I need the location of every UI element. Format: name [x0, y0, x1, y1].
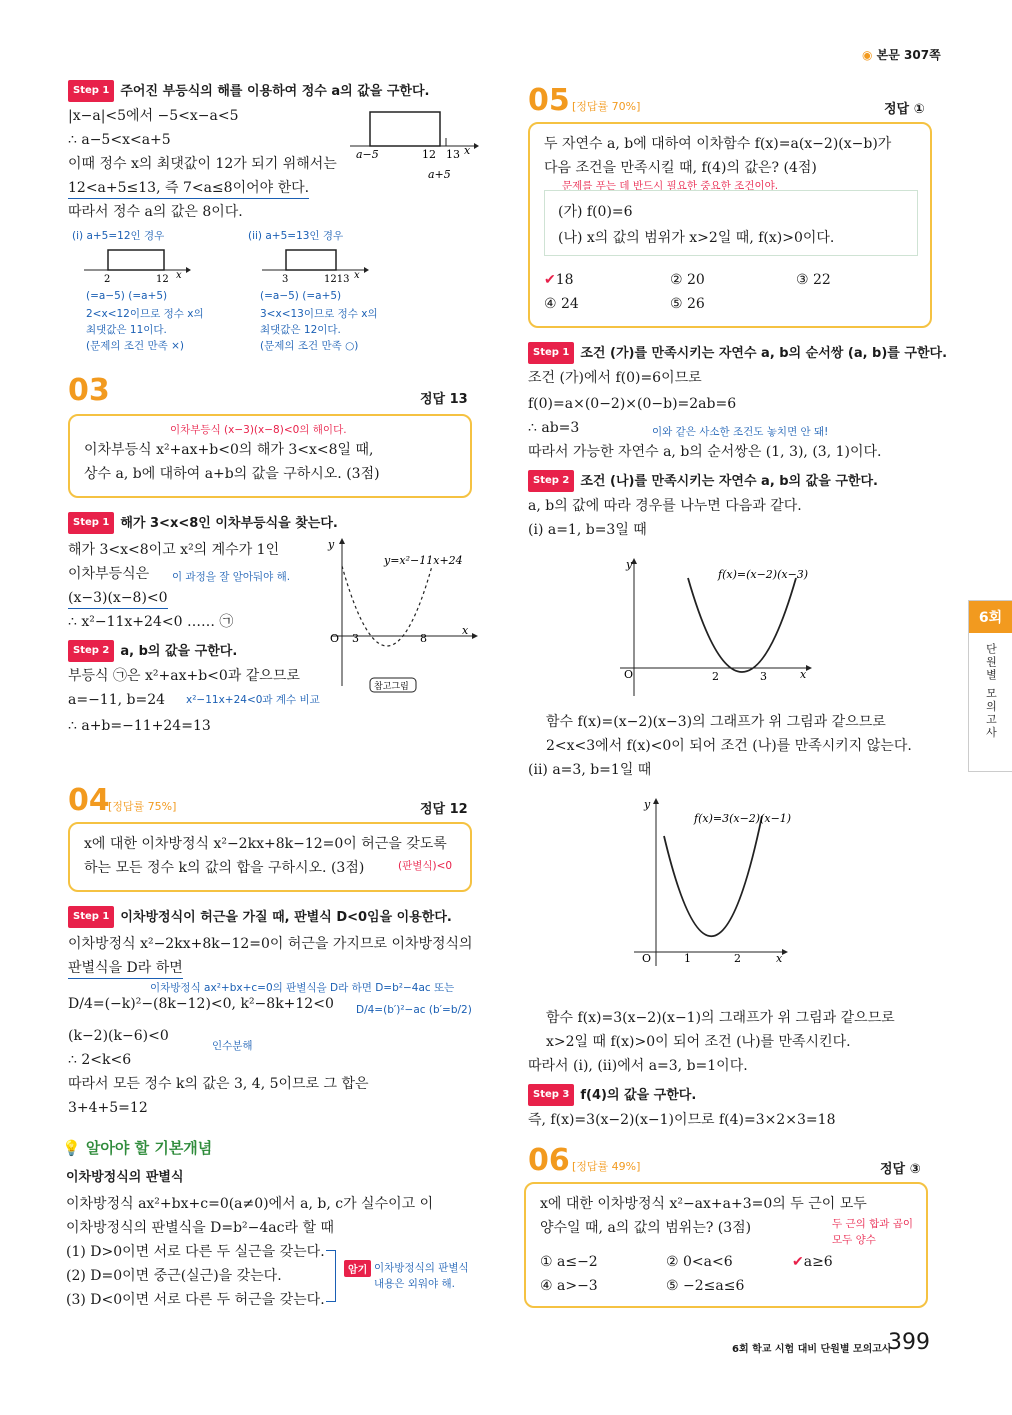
- g03-label: y=x²−11x+24: [384, 554, 463, 567]
- check-icon: ✔: [792, 1254, 804, 1270]
- case-note: 2<x<12이므로 정수 x의: [86, 308, 204, 320]
- q04-rate: [정답률 75%]: [108, 800, 177, 813]
- step03-1: Step 1 해가 3<x<8인 이차부등식을 찾는다.: [68, 512, 338, 534]
- memorize-tag: 암기: [344, 1260, 371, 1277]
- s03-note2: x²−11x+24<0과 계수 비교: [186, 694, 320, 706]
- text-line: 이차부등식은: [68, 566, 150, 582]
- q05-condition: (나) x의 값의 범위가 x>2일 때, f(x)>0이다.: [558, 230, 835, 246]
- c2-label: 1213: [324, 274, 350, 285]
- s04-note1: 이차방정식 ax²+bx+c=0의 판별식을 D라 하면 D=b²−4ac 또는: [150, 982, 455, 994]
- page-number: 399: [888, 1330, 930, 1355]
- text-line: 함수 f(x)=3(x−2)(x−1)의 그래프가 위 그림과 같으므로: [546, 1010, 895, 1026]
- g1-label: x: [800, 668, 807, 681]
- q03-text: 이차부등식 x²+ax+b<0의 해가 3<x<8일 때,: [84, 442, 374, 458]
- graph-case1: [620, 556, 850, 706]
- s05-note: 이와 같은 사소한 조건도 놓치면 안 돼!: [652, 426, 829, 438]
- step03-2: Step 2 a, b의 값을 구한다.: [68, 640, 237, 662]
- g2-label: 2: [734, 952, 741, 965]
- text-line: 3+4+5=12: [68, 1100, 148, 1116]
- text-line: |x−a|<5에서 −5<x−a<5: [68, 108, 239, 124]
- c2-label: 3: [282, 274, 289, 285]
- concept-subtitle: 이차방정식의 판별식: [66, 1170, 184, 1185]
- q04-text: x에 대한 이차방정식 x²−2kx+8k−12=0이 허근을 갖도록: [84, 836, 447, 852]
- text-line: a=−11, b=24: [68, 692, 166, 708]
- text-line: a, b의 값에 따라 경우를 나누면 다음과 같다.: [528, 498, 802, 514]
- concept-bracket: [326, 1250, 336, 1302]
- check-icon: ✔: [544, 272, 556, 288]
- text-line: 부등식 ㉠은 x²+ax+b<0과 같으므로: [68, 668, 300, 684]
- text-line: 따라서 가능한 자연수 a, b의 순서쌍은 (1, 3), (3, 1)이다.: [528, 444, 882, 460]
- g03-label: O: [330, 632, 340, 645]
- q04-note: (판별식)<0: [398, 860, 453, 872]
- case-note: 최댓값은 12이다.: [260, 324, 341, 336]
- text-line: D/4=(−k)²−(8k−12)<0, k²−8k+12<0: [68, 996, 334, 1012]
- concept-title: 💡 알아야 할 기본개념: [62, 1139, 213, 1157]
- text-line: 따라서 모든 정수 k의 값은 3, 4, 5이므로 그 합은: [68, 1076, 369, 1092]
- q06-number: 06: [528, 1143, 570, 1178]
- text-line: (3) D<0이면 서로 다른 두 허근을 갖는다.: [66, 1292, 325, 1308]
- s04-note2: D/4=(b′)²−ac (b′=b/2): [356, 1004, 472, 1016]
- q06-option-4[interactable]: ④ a>−3: [540, 1278, 598, 1294]
- text-line: (ii) a=3, b=1일 때: [528, 762, 652, 778]
- text-line: f(0)=a×(0−2)×(0−b)=2ab=6: [528, 396, 737, 412]
- text-line: 함수 f(x)=(x−2)(x−3)의 그래프가 위 그림과 같으므로: [546, 714, 886, 730]
- q04-answer: 정답 12: [420, 802, 468, 817]
- case2-diagram: [262, 244, 372, 288]
- c1-label: 12: [156, 274, 169, 285]
- g2-label: x: [776, 952, 783, 965]
- step05-2: Step 2 조건 (나)를 만족시키는 자연수 a, b의 값을 구한다.: [528, 470, 878, 492]
- text-line: (2) D=0이면 중근(실근)을 갖는다.: [66, 1268, 282, 1284]
- q06-option-1[interactable]: ① a≤−2: [540, 1254, 598, 1270]
- q06-option-3[interactable]: ✔a≥6: [792, 1254, 833, 1270]
- g03-label: 8: [420, 632, 427, 645]
- g03-ref: 참고그림: [374, 682, 409, 692]
- case-note: 3<x<13이므로 정수 x의: [260, 308, 378, 320]
- q03-answer: 정답 13: [420, 392, 468, 407]
- text-line: 따라서 정수 a의 값은 8이다.: [68, 204, 243, 220]
- g1-label: 2: [712, 670, 719, 683]
- g2-label: 1: [684, 952, 691, 965]
- q04-text: 하는 모든 정수 k의 값의 합을 구하시오. (3점): [84, 860, 365, 876]
- q05-option-3[interactable]: ③ 22: [796, 272, 831, 288]
- step1-title: Step 1 주어진 부등식의 해를 이용하여 정수 a의 값을 구한다.: [68, 80, 430, 102]
- nl-label: a−5: [356, 148, 379, 161]
- case2-title: (ii) a+5=13인 경우: [248, 230, 344, 242]
- q06-answer: 정답 ③: [880, 1162, 921, 1177]
- q04-number: 04: [68, 783, 110, 818]
- q03-graph: [312, 536, 482, 700]
- c1-label: x: [176, 270, 182, 281]
- c1-label: 2: [104, 274, 111, 285]
- q05-option-4[interactable]: ④ 24: [544, 296, 579, 312]
- q05-option-2[interactable]: ② 20: [670, 272, 705, 288]
- text-line: (k−2)(k−6)<0: [68, 1028, 169, 1044]
- step04-1: Step 1 이차방정식이 허근을 가질 때, 판별식 D<0임을 이용한다.: [68, 906, 452, 928]
- side-tab-number: 6회: [969, 601, 1012, 633]
- case-note: (=a−5) (=a+5): [86, 290, 168, 302]
- g2-label: O: [642, 952, 652, 965]
- nl-label: 12: [422, 148, 436, 161]
- q05-option-1[interactable]: ✔18: [544, 272, 574, 288]
- q06-rate: [정답률 49%]: [572, 1160, 641, 1173]
- text-line: 이차방정식 x²−2kx+8k−12=0이 허근을 가지므로 이차방정식의: [68, 936, 473, 952]
- text-line: 판별식을 D라 하면: [68, 958, 183, 979]
- number-line-diagram: [350, 108, 480, 188]
- text-line: ∴ x²−11x+24<0 …… ㉠: [68, 614, 234, 630]
- g03-label: y: [328, 538, 335, 551]
- q03-note: 이차부등식 (x−3)(x−8)<0의 해이다.: [170, 424, 347, 436]
- text-line: ∴ ab=3: [528, 420, 580, 436]
- footer-text: 6회 학교 시험 대비 단원별 모의고사: [732, 1344, 892, 1355]
- text-line: (i) a=1, b=3일 때: [528, 522, 647, 538]
- g2-label: f(x)=3(x−2)(x−1): [694, 812, 792, 825]
- text-line: (1) D>0이면 서로 다른 두 실근을 갖는다.: [66, 1244, 325, 1260]
- q06-note: 모두 양수: [832, 1234, 876, 1246]
- text-line: 이때 정수 x의 최댓값이 12가 되기 위해서는: [68, 156, 337, 172]
- q05-option-5[interactable]: ⑤ 26: [670, 296, 705, 312]
- text-line: 이차방정식 ax²+bx+c=0(a≠0)에서 a, b, c가 실수이고 이: [66, 1196, 434, 1212]
- case-note: (=a−5) (=a+5): [260, 290, 342, 302]
- q03-number: 03: [68, 373, 110, 408]
- q05-note: 문제를 푸는 데 반드시 필요한 중요한 조건이야.: [562, 180, 779, 192]
- text-line: ∴ 2<k<6: [68, 1052, 132, 1068]
- graph-case2: [634, 796, 864, 972]
- s04-note3: 인수분해: [212, 1040, 253, 1052]
- g1-label: y: [626, 558, 633, 571]
- step05-1: Step 1 조건 (가)를 만족시키는 자연수 a, b의 순서쌍 (a, b)를 구한다.: [528, 342, 947, 364]
- g03-label: 3: [352, 632, 359, 645]
- g1-label: f(x)=(x−2)(x−3): [718, 568, 809, 581]
- text-line: 12<a+5≤13, 즉 7<a≤8이어야 한다.: [68, 178, 309, 199]
- g1-label: 3: [760, 670, 767, 683]
- nl-label: x: [464, 144, 471, 157]
- side-tab-label: 단원별 모의고사: [984, 643, 998, 740]
- text-line: 해가 3<x<8이고 x²의 계수가 1인: [68, 542, 280, 558]
- side-tab: [968, 600, 1012, 772]
- case-note: (문제의 조건 만족 ○): [260, 340, 359, 352]
- step05-3: Step 3 f(4)의 값을 구한다.: [528, 1084, 696, 1106]
- q06-text: 양수일 때, a의 값의 범위는? (3점): [540, 1220, 752, 1236]
- c2-label: x: [354, 270, 360, 281]
- q04-box: [68, 822, 472, 892]
- g1-label: O: [624, 668, 634, 681]
- text-line: ∴ a+b=−11+24=13: [68, 718, 211, 734]
- nl-label: a+5: [428, 168, 451, 181]
- q06-option-5[interactable]: ⑤ −2≤a≤6: [666, 1278, 745, 1294]
- q03-text: 상수 a, b에 대하여 a+b의 값을 구하시오. (3점): [84, 466, 380, 482]
- text-line: 조건 (가)에서 f(0)=6이므로: [528, 370, 702, 386]
- q06-note: 두 근의 합과 곱이: [832, 1218, 914, 1230]
- q05-text: 다음 조건을 만족시킬 때, f(4)의 값은? (4점): [544, 160, 817, 176]
- case-note: (문제의 조건 만족 ×): [86, 340, 185, 352]
- q06-text: x에 대한 이차방정식 x²−ax+a+3=0의 두 근이 모두: [540, 1196, 867, 1212]
- nl-label: 13: [446, 148, 460, 161]
- text-line: 따라서 (i), (ii)에서 a=3, b=1이다.: [528, 1058, 748, 1074]
- g03-label: x: [462, 624, 469, 637]
- text-line: 이차방정식의 판별식을 D=b²−4ac라 할 때: [66, 1220, 334, 1236]
- s03-note: 이 과정을 잘 알아둬야 해.: [172, 571, 291, 583]
- concept-note: 이차방정식의 판별식: [374, 1262, 469, 1274]
- g2-label: y: [644, 798, 651, 811]
- text-line: (x−3)(x−8)<0: [68, 588, 168, 609]
- q05-answer: 정답 ①: [884, 102, 925, 117]
- text-line: x>2일 때 f(x)>0이 되어 조건 (나)를 만족시킨다.: [546, 1034, 851, 1050]
- q05-number: 05: [528, 83, 570, 118]
- q05-condition: (가) f(0)=6: [558, 204, 633, 220]
- text-line: 즉, f(x)=3(x−2)(x−1)이므로 f(4)=3×2×3=18: [528, 1112, 836, 1128]
- text-line: ∴ a−5<x<a+5: [68, 132, 171, 148]
- q05-rate: [정답률 70%]: [572, 100, 641, 113]
- bulb-icon: 💡: [62, 1139, 81, 1157]
- text-line: 2<x<3에서 f(x)<0이 되어 조건 (나)를 만족시키지 않는다.: [546, 738, 912, 754]
- q05-text: 두 자연수 a, b에 대하여 이차함수 f(x)=a(x−2)(x−b)가: [544, 136, 892, 152]
- q06-option-2[interactable]: ② 0<a<6: [666, 1254, 733, 1270]
- case1-diagram: [84, 244, 194, 288]
- case1-title: (i) a+5=12인 경우: [72, 230, 165, 242]
- page-ref: ◉ 본문 307쪽: [862, 48, 941, 62]
- case-note: 최댓값은 11이다.: [86, 324, 167, 336]
- concept-note: 내용은 외워야 해.: [374, 1278, 456, 1290]
